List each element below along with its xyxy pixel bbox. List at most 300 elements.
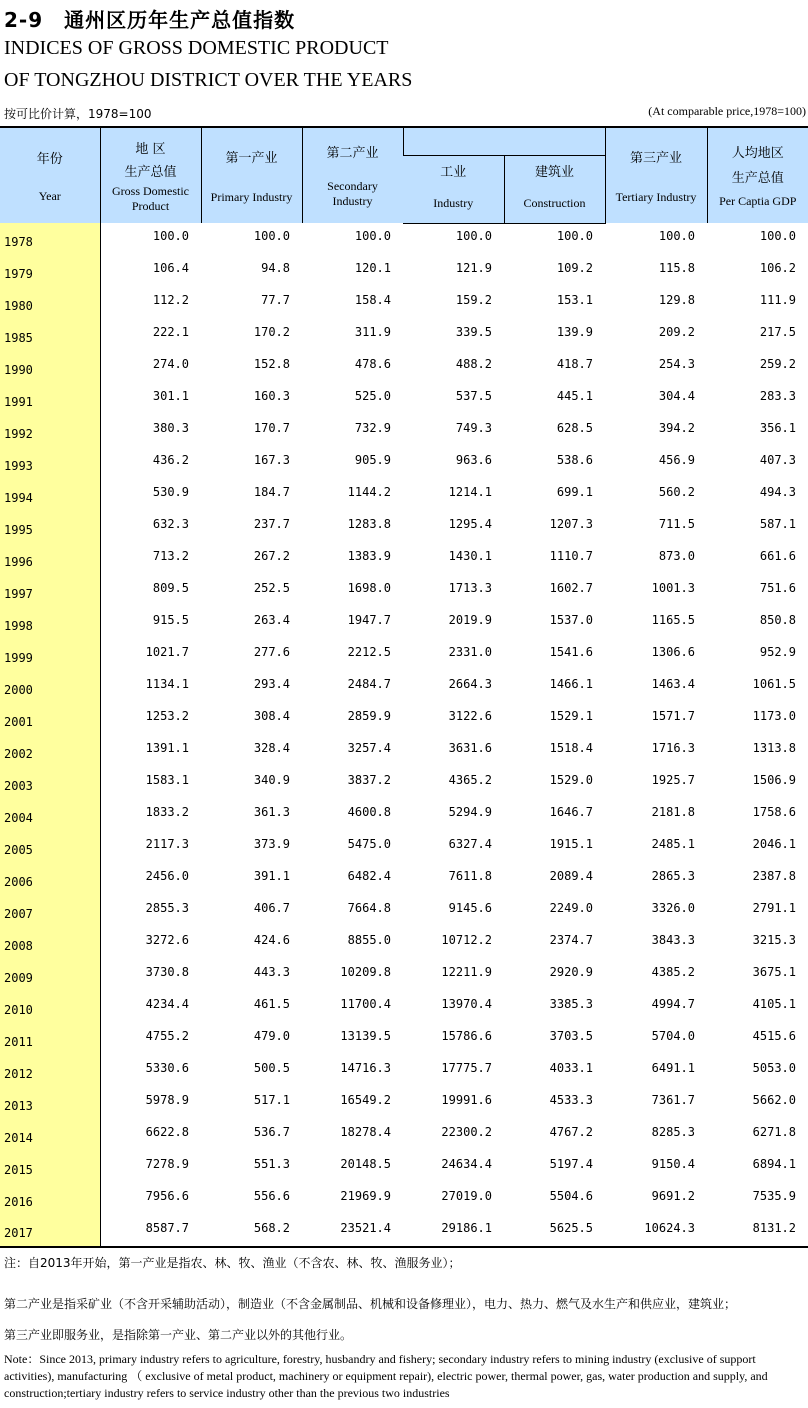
cell-industry: 159.2 [455, 293, 492, 307]
cell-secondary: 2212.5 [347, 645, 391, 659]
header-per-capita-cn-1: 人均地区 [731, 146, 784, 161]
cell-gdp: 8587.7 [100, 1215, 201, 1247]
header-construction-en-cell [504, 185, 605, 223]
cell-per-capita: 111.9 [759, 293, 796, 307]
cell-secondary: 23521.4 [302, 1215, 403, 1247]
cell-primary: 94.8 [261, 261, 290, 275]
cell-construction: 628.5 [556, 421, 593, 435]
cell-year: 1997 [0, 575, 100, 607]
header-secondary-sub-band [403, 127, 605, 155]
cell-year: 2003 [0, 767, 100, 799]
cell-construction: 5625.5 [504, 1215, 605, 1247]
cell-per-capita: 1758.6 [752, 805, 796, 819]
table-row [0, 1119, 808, 1151]
table-row [0, 1055, 808, 1087]
cell-gdp: 380.3 [152, 421, 189, 435]
cell-secondary: 8855.0 [347, 933, 391, 947]
cell-secondary: 1383.9 [347, 549, 391, 563]
cell-secondary: 18278.4 [340, 1125, 391, 1139]
cell-primary: 170.7 [253, 421, 290, 435]
table-row [0, 767, 808, 799]
header-gdp-cn-2: 生产总值 [124, 164, 177, 180]
table-row [0, 799, 808, 831]
cell-primary: 461.5 [253, 997, 290, 1011]
cell-tertiary: 873.0 [658, 549, 695, 563]
cell-per-capita: 3215.3 [752, 933, 796, 947]
table-row [0, 735, 808, 767]
gdp-index-table [0, 126, 808, 1248]
cell-year: 1991 [0, 383, 100, 415]
cell-gdp: 1021.7 [145, 645, 189, 659]
cell-industry: 9145.6 [448, 901, 492, 915]
cell-gdp: 7956.6 [145, 1189, 189, 1203]
cell-gdp: 436.2 [152, 453, 189, 467]
table-row [0, 415, 808, 447]
cell-per-capita: 407.3 [759, 453, 796, 467]
header-gdp [100, 127, 201, 223]
cell-year: 1994 [0, 479, 100, 511]
cell-per-capita: 1506.9 [752, 773, 796, 787]
cell-primary: 443.3 [253, 965, 290, 979]
cell-per-capita: 1313.8 [752, 741, 796, 755]
cell-secondary: 11700.4 [340, 997, 391, 1011]
cell-primary: 267.2 [253, 549, 290, 563]
cell-industry: 963.6 [455, 453, 492, 467]
cell-secondary: 1283.8 [347, 517, 391, 531]
cell-gdp: 2456.0 [145, 869, 189, 883]
cell-per-capita: 587.1 [759, 517, 796, 531]
cell-gdp: 1253.2 [145, 709, 189, 723]
cell-gdp: 7278.9 [145, 1157, 189, 1171]
cell-construction: 1541.6 [549, 645, 593, 659]
calc-basis-en: (At comparable price,1978=100) [648, 104, 806, 118]
cell-primary: 308.4 [253, 709, 290, 723]
cell-per-capita: 4105.1 [752, 997, 796, 1011]
table-row [0, 863, 808, 895]
cell-year: 2007 [0, 895, 100, 927]
cell-tertiary: 560.2 [658, 485, 695, 499]
header-construction [504, 155, 605, 185]
cell-construction: 1529.0 [549, 773, 593, 787]
cell-per-capita: 283.3 [759, 389, 796, 403]
header-gdp-en-1: Gross Domestic [112, 183, 189, 198]
cell-secondary: 732.9 [354, 421, 391, 435]
cell-gdp: 106.4 [152, 261, 189, 275]
cell-industry: 12211.9 [441, 965, 492, 979]
cell-per-capita: 7535.9 [752, 1189, 796, 1203]
cell-construction: 1646.7 [549, 805, 593, 819]
cell-primary: 252.5 [253, 581, 290, 595]
cell-year: 1995 [0, 511, 100, 543]
cell-year: 1979 [0, 255, 100, 287]
cell-gdp: 4755.2 [145, 1029, 189, 1043]
cell-per-capita: 2046.1 [752, 837, 796, 851]
cell-gdp: 6622.8 [145, 1125, 189, 1139]
table-row [0, 447, 808, 479]
cell-year: 2017 [0, 1215, 100, 1247]
cell-year: 2004 [0, 799, 100, 831]
cell-primary: 361.3 [253, 805, 290, 819]
cell-primary: 517.1 [253, 1093, 290, 1107]
cell-construction: 1466.1 [549, 677, 593, 691]
cell-gdp: 3272.6 [145, 933, 189, 947]
cell-primary: 293.4 [253, 677, 290, 691]
cell-year: 2011 [0, 1023, 100, 1055]
cell-secondary: 905.9 [354, 453, 391, 467]
cell-primary: 536.7 [253, 1125, 290, 1139]
cell-tertiary: 2181.8 [651, 805, 695, 819]
cell-secondary: 21969.9 [340, 1189, 391, 1203]
header-year [0, 127, 100, 223]
cell-tertiary: 1306.6 [651, 645, 695, 659]
table-row [0, 991, 808, 1023]
table-row [0, 479, 808, 511]
cell-per-capita: 8131.2 [707, 1215, 808, 1247]
note-en: Note：Since 2013, primary industry refers to agriculture, forestry, husbandry and fishery; secondary industry refers to mining industry (exclusive of support activities), manufacturing （ exclusive of metal product, machinery or equipment repair), electric power, thermal power, gas, water production and supply, and construction;tertiary industry refers to service industry other than the previous two industries [4, 1352, 768, 1400]
cell-primary: 424.6 [253, 933, 290, 947]
cell-year: 1980 [0, 287, 100, 319]
cell-gdp: 5330.6 [145, 1061, 189, 1075]
cell-tertiary: 1716.3 [651, 741, 695, 755]
cell-tertiary: 1571.7 [651, 709, 695, 723]
cell-secondary: 16549.2 [340, 1093, 391, 1107]
cell-per-capita: 3675.1 [752, 965, 796, 979]
cell-tertiary: 8285.3 [651, 1125, 695, 1139]
cell-tertiary: 304.4 [658, 389, 695, 403]
cell-industry: 19991.6 [441, 1093, 492, 1107]
cell-industry: 22300.2 [441, 1125, 492, 1139]
cell-industry: 1713.3 [448, 581, 492, 595]
cell-gdp: 632.3 [152, 517, 189, 531]
table-row [0, 255, 808, 287]
cell-primary: 500.5 [253, 1061, 290, 1075]
table-row [0, 543, 808, 575]
cell-primary: 479.0 [253, 1029, 290, 1043]
cell-primary: 184.7 [253, 485, 290, 499]
cell-per-capita: 2387.8 [752, 869, 796, 883]
cell-gdp: 301.1 [152, 389, 189, 403]
cell-per-capita: 661.6 [759, 549, 796, 563]
cell-per-capita: 1173.0 [752, 709, 796, 723]
cell-industry: 10712.2 [441, 933, 492, 947]
cell-primary: 277.6 [253, 645, 290, 659]
cell-construction: 1207.3 [549, 517, 593, 531]
cell-industry: 6327.4 [448, 837, 492, 851]
cell-tertiary: 3326.0 [651, 901, 695, 915]
cell-industry: 749.3 [455, 421, 492, 435]
cell-per-capita: 100.0 [759, 229, 796, 243]
cell-primary: 263.4 [253, 613, 290, 627]
cell-secondary: 14716.3 [340, 1061, 391, 1075]
cell-gdp: 100.0 [152, 229, 189, 243]
cell-year: 2008 [0, 927, 100, 959]
cell-secondary: 1947.7 [347, 613, 391, 627]
cell-year: 1993 [0, 447, 100, 479]
cell-primary: 373.9 [253, 837, 290, 851]
cell-secondary: 311.9 [354, 325, 391, 339]
cell-per-capita: 6894.1 [752, 1157, 796, 1171]
cell-per-capita: 217.5 [759, 325, 796, 339]
cell-gdp: 1833.2 [145, 805, 189, 819]
cell-construction: 153.1 [556, 293, 593, 307]
cell-gdp: 1134.1 [145, 677, 189, 691]
cell-secondary: 10209.8 [340, 965, 391, 979]
cell-tertiary: 129.8 [658, 293, 695, 307]
cell-industry: 7611.8 [448, 869, 492, 883]
cell-construction: 2920.9 [549, 965, 593, 979]
cell-industry: 100.0 [455, 229, 492, 244]
cell-primary: 160.3 [253, 389, 290, 403]
cell-gdp: 1391.1 [145, 741, 189, 755]
cell-construction: 699.1 [556, 485, 593, 499]
cell-secondary: 7664.8 [347, 901, 391, 915]
cell-construction: 4533.3 [549, 1093, 593, 1107]
cell-tertiary: 1463.4 [651, 677, 695, 691]
cell-primary: 237.7 [253, 517, 290, 531]
table-row [0, 639, 808, 671]
cell-secondary: 4600.8 [347, 805, 391, 819]
cell-gdp: 4234.4 [145, 997, 189, 1011]
cell-tertiary: 115.8 [658, 261, 695, 275]
cell-year: 2002 [0, 735, 100, 767]
cell-secondary: 5475.0 [347, 837, 391, 851]
cell-tertiary: 5704.0 [651, 1029, 695, 1043]
cell-industry: 5294.9 [448, 805, 492, 819]
header-secondary-en-1: Secondary [327, 179, 378, 193]
cell-gdp: 530.9 [152, 485, 189, 499]
cell-construction: 2249.0 [549, 901, 593, 915]
table-row [0, 927, 808, 959]
cell-primary: 391.1 [253, 869, 290, 883]
cell-gdp: 1583.1 [145, 773, 189, 787]
cell-year: 1992 [0, 415, 100, 447]
cell-secondary: 1698.0 [347, 581, 391, 595]
cell-construction: 3703.5 [549, 1029, 593, 1043]
header-per-capita [707, 127, 808, 223]
page-title-en-line2: OF TONGZHOU DISTRICT OVER THE YEARS [4, 69, 413, 91]
header-industry-en: Industry [433, 196, 474, 211]
cell-year: 1998 [0, 607, 100, 639]
cell-gdp: 3730.8 [145, 965, 189, 979]
cell-tertiary: 456.9 [658, 453, 695, 467]
header-primary-en: Primary Industry [210, 189, 293, 204]
cell-secondary: 20148.5 [340, 1157, 391, 1171]
cell-secondary: 2859.9 [347, 709, 391, 723]
cell-secondary: 525.0 [354, 389, 391, 403]
cell-industry: 537.5 [455, 389, 492, 403]
cell-year: 2012 [0, 1055, 100, 1087]
header-secondary-en-2: Industry [332, 194, 373, 208]
table-row [0, 511, 808, 543]
cell-tertiary: 711.5 [658, 517, 695, 531]
cell-industry: 27019.0 [441, 1189, 492, 1203]
cell-construction: 1915.1 [549, 837, 593, 851]
cell-tertiary: 7361.7 [651, 1093, 695, 1107]
header-primary [201, 127, 302, 223]
table-row [0, 1023, 808, 1055]
table-body [0, 223, 808, 1247]
cell-year: 2016 [0, 1183, 100, 1215]
cell-industry: 488.2 [455, 357, 492, 371]
cell-industry: 1295.4 [448, 517, 492, 531]
cell-primary: 152.8 [253, 357, 290, 371]
table-row [0, 671, 808, 703]
table-row [0, 575, 808, 607]
table-row [0, 319, 808, 351]
cell-per-capita: 494.3 [759, 485, 796, 499]
cell-industry: 2019.9 [448, 613, 492, 627]
cell-per-capita: 5053.0 [752, 1061, 796, 1075]
note-cn-line3: 第三产业即服务业，是指除第一产业、第二产业以外的其他行业。 [4, 1328, 353, 1342]
cell-primary: 551.3 [253, 1157, 290, 1171]
header-year-cn: 年份 [36, 151, 63, 167]
cell-year: 1978 [0, 223, 100, 255]
header-industry-cn: 工业 [440, 164, 467, 180]
cell-per-capita: 106.2 [759, 261, 796, 275]
header-secondary-cn: 第二产业 [326, 146, 379, 161]
cell-primary: 170.2 [253, 325, 290, 339]
cell-primary: 328.4 [253, 741, 290, 755]
cell-gdp: 2117.3 [145, 837, 189, 851]
header-per-capita-cn-2: 生产总值 [731, 171, 784, 186]
header-tertiary-cn: 第三产业 [629, 150, 682, 166]
cell-gdp: 713.2 [152, 549, 189, 563]
cell-per-capita: 2791.1 [752, 901, 796, 915]
cell-construction: 109.2 [556, 261, 593, 275]
table-row [0, 831, 808, 863]
table-row [0, 959, 808, 991]
cell-construction: 4767.2 [549, 1125, 593, 1139]
cell-construction: 1110.7 [549, 549, 593, 563]
cell-industry: 13970.4 [441, 997, 492, 1011]
cell-industry: 3631.6 [448, 741, 492, 755]
header-tertiary-en: Tertiary Industry [615, 189, 697, 204]
cell-secondary: 3257.4 [347, 741, 391, 755]
cell-per-capita: 952.9 [759, 645, 796, 659]
table-row [0, 223, 808, 255]
cell-tertiary: 2485.1 [651, 837, 695, 851]
cell-year: 2009 [0, 959, 100, 991]
cell-construction: 139.9 [556, 325, 593, 339]
cell-primary: 167.3 [253, 453, 290, 467]
note-cn-line2: 第二产业是指采矿业（不含开采辅助活动），制造业（不含金属制品、机械和设备修理业），电力、热力、燃气及水生产和供应业，建筑业； [4, 1297, 737, 1311]
table-row [0, 1183, 808, 1215]
cell-per-capita: 6271.8 [752, 1125, 796, 1139]
table-row [0, 383, 808, 415]
cell-tertiary: 4994.7 [651, 997, 695, 1011]
cell-construction: 1518.4 [549, 741, 593, 755]
cell-construction: 2089.4 [549, 869, 593, 883]
cell-construction: 3385.3 [549, 997, 593, 1011]
table-row [0, 607, 808, 639]
cell-year: 2014 [0, 1119, 100, 1151]
page-title-en-line1: INDICES OF GROSS DOMESTIC PRODUCT [4, 37, 389, 59]
header-industry [403, 155, 504, 185]
cell-industry: 121.9 [455, 261, 492, 275]
cell-primary: 556.6 [253, 1189, 290, 1203]
cell-secondary: 6482.4 [347, 869, 391, 883]
cell-gdp: 5978.9 [145, 1093, 189, 1107]
cell-year: 2006 [0, 863, 100, 895]
cell-construction: 1602.7 [549, 581, 593, 595]
header-secondary [302, 127, 403, 223]
cell-primary: 406.7 [253, 901, 290, 915]
cell-industry: 1214.1 [448, 485, 492, 499]
cell-year: 1985 [0, 319, 100, 351]
page-title-cn: 2-9 通州区历年生产总值指数 [4, 8, 296, 32]
cell-primary: 100.0 [253, 229, 290, 243]
header-gdp-cn-1: 地 区 [135, 141, 166, 157]
cell-tertiary: 2865.3 [651, 869, 695, 883]
cell-construction: 5504.6 [549, 1189, 593, 1203]
note-cn-line1: 注：自2013年开始，第一产业是指农、林、牧、渔业（不含农、林、牧、渔服务业）； [4, 1256, 461, 1270]
cell-construction: 2374.7 [549, 933, 593, 947]
cell-primary: 340.9 [253, 773, 290, 787]
table-row [0, 287, 808, 319]
header-per-capita-en: Per Captia GDP [719, 194, 797, 208]
cell-secondary: 158.4 [354, 293, 391, 307]
cell-industry: 2331.0 [448, 645, 492, 659]
cell-year: 2015 [0, 1151, 100, 1183]
cell-industry: 339.5 [455, 325, 492, 339]
cell-tertiary: 1925.7 [651, 773, 695, 787]
cell-per-capita: 1061.5 [752, 677, 796, 691]
table-header [0, 127, 808, 223]
header-tertiary [605, 127, 707, 223]
header-construction-en: Construction [523, 196, 586, 211]
header-industry-en-cell [403, 185, 504, 223]
cell-year: 2013 [0, 1087, 100, 1119]
cell-primary: 568.2 [201, 1215, 302, 1247]
cell-year: 1990 [0, 351, 100, 383]
cell-tertiary: 6491.1 [651, 1061, 695, 1075]
cell-tertiary: 4385.2 [651, 965, 695, 979]
cell-gdp: 112.2 [152, 293, 189, 307]
cell-construction: 1537.0 [549, 613, 593, 627]
cell-tertiary: 1165.5 [651, 613, 695, 627]
cell-construction: 1529.1 [549, 709, 593, 723]
cell-year: 2000 [0, 671, 100, 703]
cell-per-capita: 850.8 [759, 613, 796, 627]
cell-tertiary: 209.2 [658, 325, 695, 339]
header-gdp-en-2: Product [131, 198, 170, 213]
cell-primary: 77.7 [261, 293, 290, 307]
cell-gdp: 809.5 [152, 581, 189, 595]
cell-per-capita: 751.6 [759, 581, 796, 595]
cell-tertiary: 9691.2 [651, 1189, 695, 1203]
table-row [0, 703, 808, 735]
cell-per-capita: 259.2 [759, 357, 796, 371]
cell-secondary: 3837.2 [347, 773, 391, 787]
cell-tertiary: 10624.3 [605, 1215, 707, 1247]
cell-industry: 4365.2 [448, 773, 492, 787]
cell-construction: 538.6 [556, 453, 593, 467]
cell-per-capita: 356.1 [759, 421, 796, 435]
cell-secondary: 100.0 [354, 229, 391, 243]
cell-construction: 418.7 [556, 357, 593, 371]
cell-industry: 1430.1 [448, 549, 492, 563]
cell-industry: 24634.4 [441, 1157, 492, 1171]
cell-gdp: 915.5 [152, 613, 189, 627]
cell-tertiary: 254.3 [658, 357, 695, 371]
table-row [0, 1215, 808, 1247]
cell-industry: 3122.6 [448, 709, 492, 723]
table-row [0, 351, 808, 383]
cell-industry: 15786.6 [441, 1029, 492, 1043]
cell-tertiary: 1001.3 [651, 581, 695, 595]
cell-construction: 5197.4 [549, 1157, 593, 1171]
cell-secondary: 2484.7 [347, 677, 391, 691]
